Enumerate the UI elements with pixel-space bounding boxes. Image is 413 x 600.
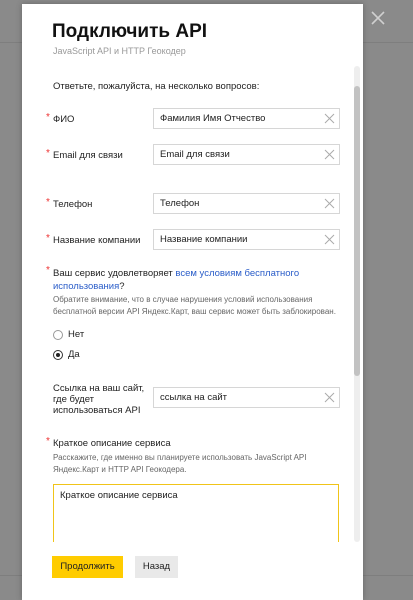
phone-input[interactable] — [153, 193, 340, 214]
site-label: Ссылка на ваш сайт, где будет использоваться API — [53, 383, 145, 416]
question-suffix: ? — [119, 281, 125, 292]
clear-icon[interactable] — [324, 392, 335, 403]
free-usage-terms-link[interactable]: всем условиям бесплатного использования — [53, 268, 300, 292]
site-input[interactable] — [153, 387, 340, 408]
email-label: Email для связи — [53, 150, 123, 161]
required-mark: * — [46, 436, 50, 447]
description-label: Краткое описание сервиса — [53, 438, 171, 449]
connect-api-dialog — [22, 4, 363, 600]
description-textarea-placeholder: Краткое описание сервиса — [60, 490, 178, 501]
phone-label: Телефон — [53, 199, 93, 210]
phone-input-placeholder: Телефон — [160, 198, 200, 209]
close-icon[interactable] — [368, 8, 388, 28]
radio-no[interactable] — [53, 330, 63, 340]
fio-input-placeholder: Фамилия Имя Отчество — [160, 113, 266, 124]
clear-icon[interactable] — [324, 149, 335, 160]
description-textarea[interactable] — [53, 484, 339, 542]
required-mark: * — [46, 197, 50, 208]
required-mark: * — [46, 265, 50, 276]
question-prefix: Ваш сервис удовлетворяет — [53, 268, 176, 279]
radio-yes-label[interactable]: Да — [68, 349, 80, 360]
company-input-placeholder: Название компании — [160, 234, 248, 245]
clear-icon[interactable] — [324, 113, 335, 124]
company-label: Название компании — [53, 235, 141, 246]
back-button[interactable]: Назад — [135, 556, 178, 578]
continue-button[interactable]: Продолжить — [52, 556, 123, 578]
clear-icon[interactable] — [324, 198, 335, 209]
radio-yes[interactable] — [53, 350, 63, 360]
required-mark: * — [46, 233, 50, 244]
form-intro: Ответьте, пожалуйста, на несколько вопросов: — [53, 81, 260, 92]
company-input[interactable] — [153, 229, 340, 250]
free-usage-question — [53, 267, 333, 293]
email-input-placeholder: Email для связи — [160, 149, 230, 160]
site-input-placeholder: ссылка на сайт — [160, 392, 228, 403]
question-hint: Обратите внимание, что в случае нарушения условий использования бесплатной версии API Яндекс.Карт, ваш сервис может быть заблокирован. — [53, 295, 336, 316]
form-scroll-area[interactable] — [22, 64, 363, 542]
fio-input[interactable] — [153, 108, 340, 129]
dialog-subtitle: JavaScript API и HTTP Геокодер — [53, 46, 186, 56]
description-hint: Расскажите, где именно вы планируете использовать JavaScript API Яндекс.Карт и HTTP API Геокодера. — [53, 453, 307, 474]
dialog-title: Подключить API — [52, 21, 208, 42]
required-mark: * — [46, 112, 50, 123]
radio-no-label[interactable]: Нет — [68, 329, 85, 340]
email-input[interactable] — [153, 144, 340, 165]
scrollbar-thumb[interactable] — [354, 86, 360, 376]
required-mark: * — [46, 148, 50, 159]
clear-icon[interactable] — [324, 234, 335, 245]
fio-label: ФИО — [53, 114, 75, 125]
